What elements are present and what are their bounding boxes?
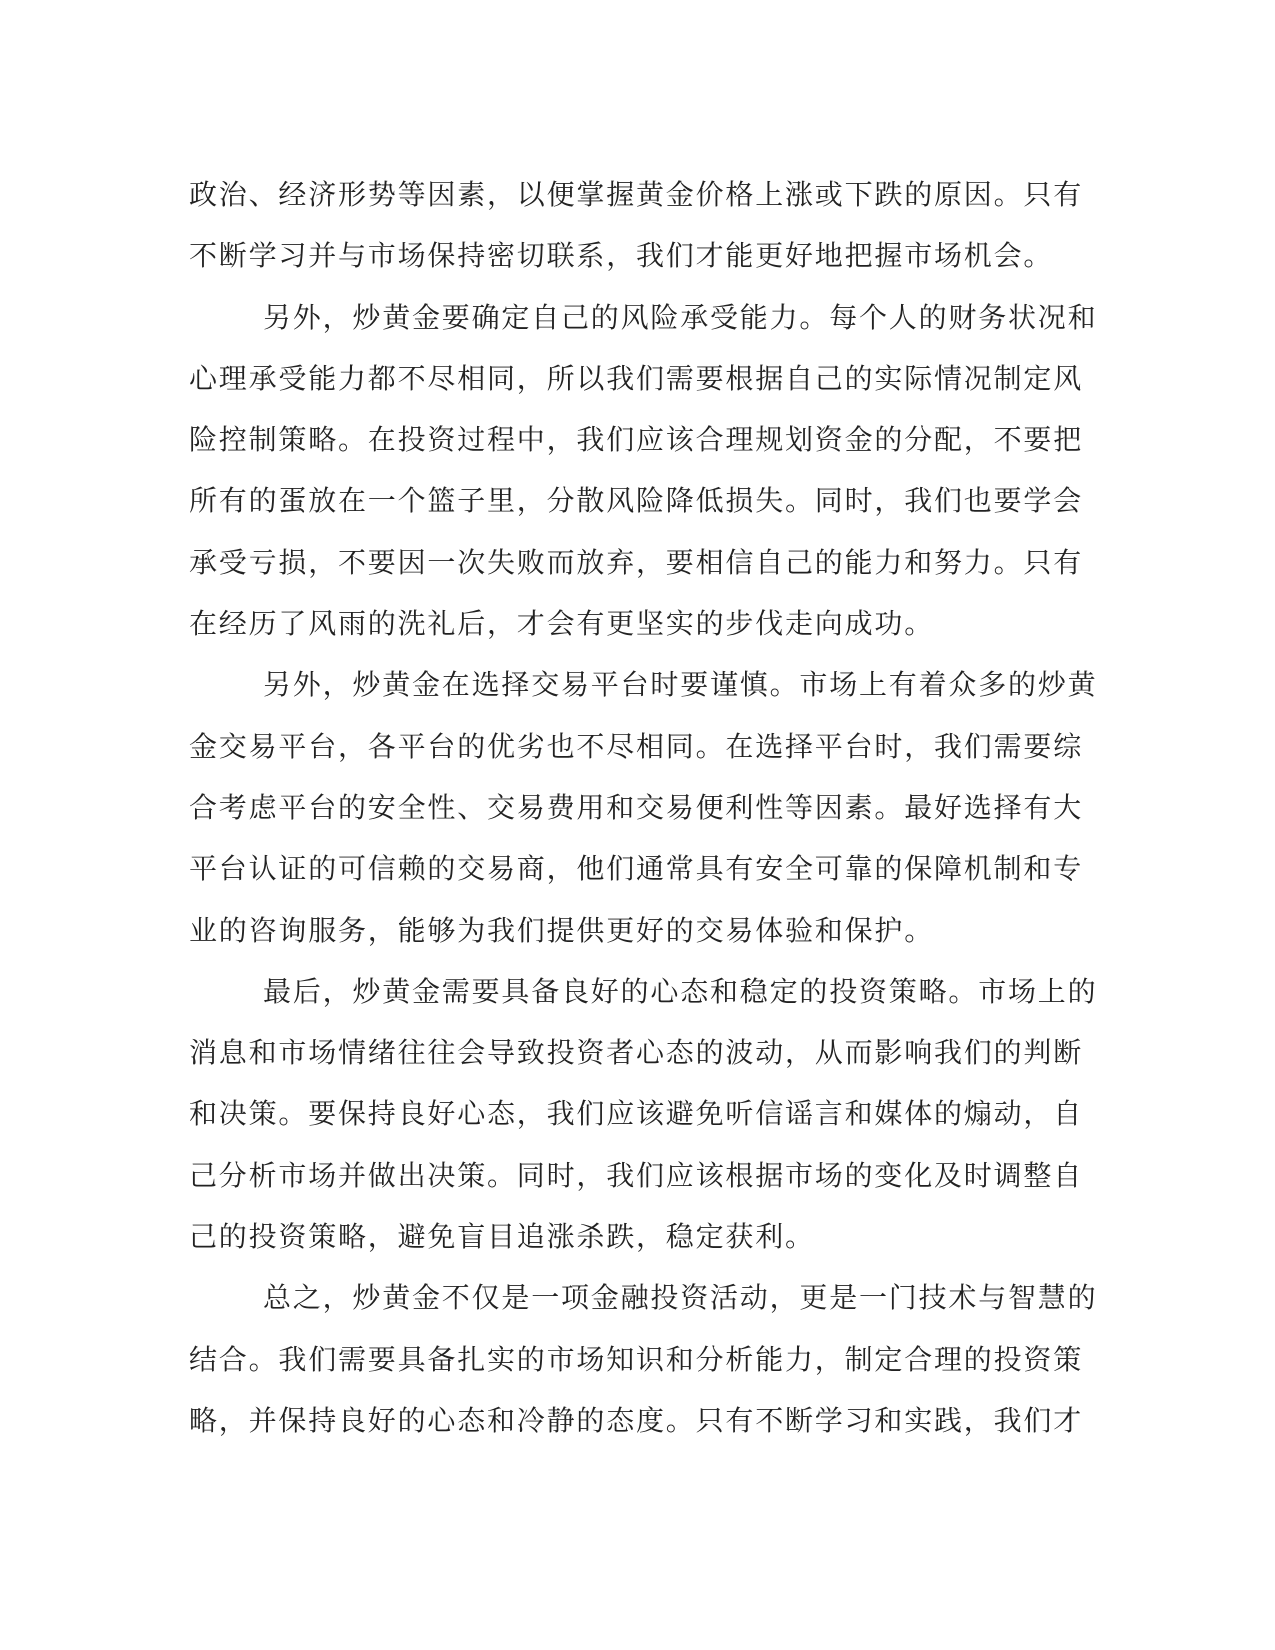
text-line: 和决策。要保持良好心态，我们应该避免听信谣言和媒体的煽动，自 (189, 1097, 1084, 1131)
text-line: 结合。我们需要具备扎实的市场知识和分析能力，制定合理的投资策 (189, 1342, 1084, 1376)
text-line: 最后，炒黄金需要具备良好的心态和稳定的投资策略。市场上的 (263, 974, 1098, 1008)
paragraph-4 (189, 961, 1098, 1267)
text-line: 金交易平台，各平台的优劣也不尽相同。在选择平台时，我们需要综 (189, 729, 1084, 763)
paragraph-2 (189, 287, 1098, 655)
text-line: 险控制策略。在投资过程中，我们应该合理规划资金的分配，不要把 (189, 423, 1084, 457)
text-line: 消息和市场情绪往往会导致投资者心态的波动，从而影响我们的判断 (189, 1036, 1084, 1070)
text-line: 己的投资策略，避免盲目追涨杀跌，稳定获利。 (189, 1220, 815, 1254)
text-line: 心理承受能力都不尽相同，所以我们需要根据自己的实际情况制定风 (189, 361, 1084, 395)
text-line: 另外，炒黄金在选择交易平台时要谨慎。市场上有着众多的炒黄 (263, 668, 1098, 702)
text-line: 略，并保持良好的心态和冷静的态度。只有不断学习和实践，我们才 (189, 1403, 1084, 1437)
paragraph-5 (189, 1267, 1098, 1451)
text-line: 另外，炒黄金要确定自己的风险承受能力。每个人的财务状况和 (263, 300, 1098, 334)
text-line: 总之，炒黄金不仅是一项金融投资活动，更是一门技术与智慧的 (263, 1281, 1098, 1315)
text-line: 业的咨询服务，能够为我们提供更好的交易体验和保护。 (189, 913, 935, 947)
text-line: 不断学习并与市场保持密切联系，我们才能更好地把握市场机会。 (189, 239, 1054, 273)
text-line: 所有的蛋放在一个篮子里，分散风险降低损失。同时，我们也要学会 (189, 484, 1084, 518)
text-line: 平台认证的可信赖的交易商，他们通常具有安全可靠的保障机制和专 (189, 852, 1084, 886)
text-line: 承受亏损，不要因一次失败而放弃，要相信自己的能力和努力。只有 (189, 545, 1084, 579)
paragraph-1 (189, 164, 1089, 287)
text-line: 己分析市场并做出决策。同时，我们应该根据市场的变化及时调整自 (189, 1158, 1084, 1192)
paragraph-3 (189, 654, 1098, 960)
text-line: 合考虑平台的安全性、交易费用和交易便利性等因素。最好选择有大 (189, 790, 1084, 824)
document-body (189, 164, 1098, 1451)
text-line: 政治、经济形势等因素，以便掌握黄金价格上涨或下跌的原因。只有 (189, 178, 1084, 211)
text-line: 在经历了风雨的洗礼后，才会有更坚实的步伐走向成功。 (189, 607, 935, 641)
